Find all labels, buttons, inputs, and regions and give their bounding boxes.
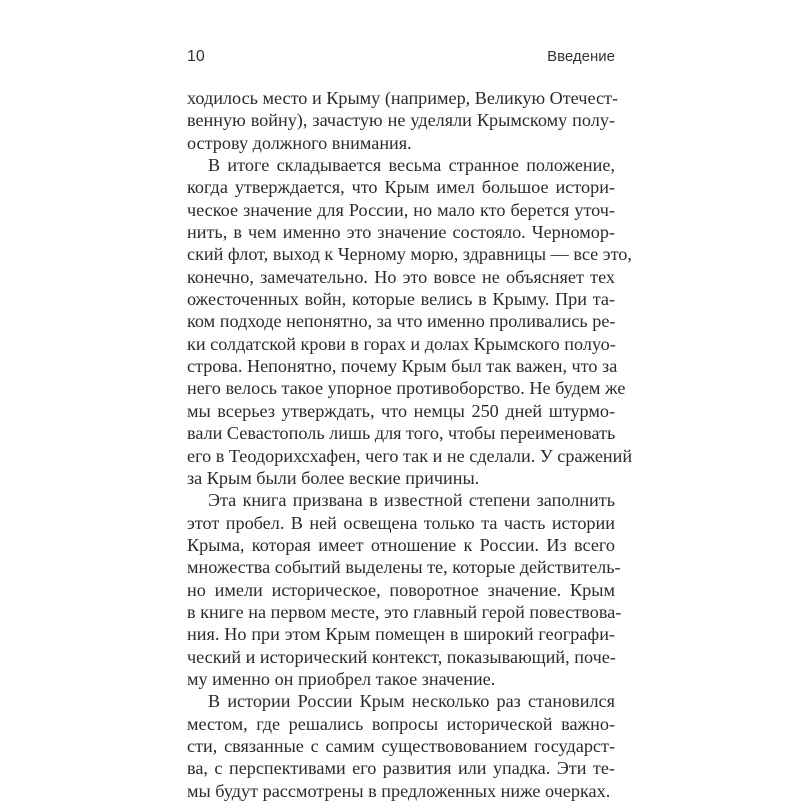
text-line: му именно он приобрел такое значение. [187,668,496,689]
text-line: в книге на первом месте, это главный герой повествова- [187,601,622,622]
text-line: конечно, замечательно. Но это вовсе не объясняет тех [187,266,615,287]
text-line: ческий и исторический контекст, показывающий, поче- [187,646,616,667]
text-line: его в Теодорихсхафен, чего так и не сделали. У сражений [187,445,633,466]
text-line: нить, в чем именно это значение состояло. Черномор- [187,222,615,243]
text-line: этот пробел. В ней освещена только та часть истории [187,512,615,533]
text-line: сти, связанные с самим существовованием государст- [187,735,615,756]
text-line: Эта книга призвана в известной степени заполнить [208,490,615,511]
text-line: венную войну), зачастую не уделяли Крымскому полу- [187,110,615,131]
text-line: В итоге складывается весьма странное положение, [208,155,615,176]
text-line: ния. Но при этом Крым помещен в широкий географи- [187,624,615,645]
section-title: Введение [547,48,615,65]
text-line: ческое значение для России, но мало кто берется уточ- [187,199,615,220]
text-line: когда утверждается, что Крым имел большое истори- [187,177,615,198]
text-line: острову должного внимания. [187,132,412,153]
text-line: ожесточенных войн, которые велись в Крыму. При та- [187,289,615,310]
text-line: Крыма, которая имеет отношение к России. Из всего [187,534,615,555]
text-line: но имели историческое, поворотное значение. Крым [187,579,615,600]
text-line: ва, с перспективами его развития или упадка. Эти те- [187,758,615,779]
running-header [187,48,615,70]
text-line: него велось такое упорное противоборство. Не будем же [187,378,626,399]
text-line: вали Севастополь лишь для того, чтобы переименовать [187,423,616,444]
text-line: В истории России Крым несколько раз становился [208,691,615,712]
book-page [187,0,633,801]
page-number: 10 [187,48,205,65]
body-text [187,87,633,802]
text-line: ский флот, выход к Черному морю, здравницы — все это, [187,244,632,265]
text-line: ком подходе непонятно, за что именно проливались ре- [187,311,616,332]
text-line: местом, где решались вопросы исторической важно- [187,713,615,734]
text-line: за Крым были более веские причины. [187,467,480,488]
text-line: множества событий выделены те, которые действитель- [187,557,621,578]
text-line: мы будут рассмотрены в предложенных ниже очерках. [187,780,611,801]
text-line: ходилось место и Крыму (например, Великую Отечест- [187,88,619,108]
text-line: строва. Непонятно, почему Крым был так важен, что за [187,356,618,377]
text-line: ки солдатской крови в горах и долах Крымского полуо- [187,333,616,354]
text-line: мы всерьез утверждать, что немцы 250 дней штурмо- [187,400,615,421]
